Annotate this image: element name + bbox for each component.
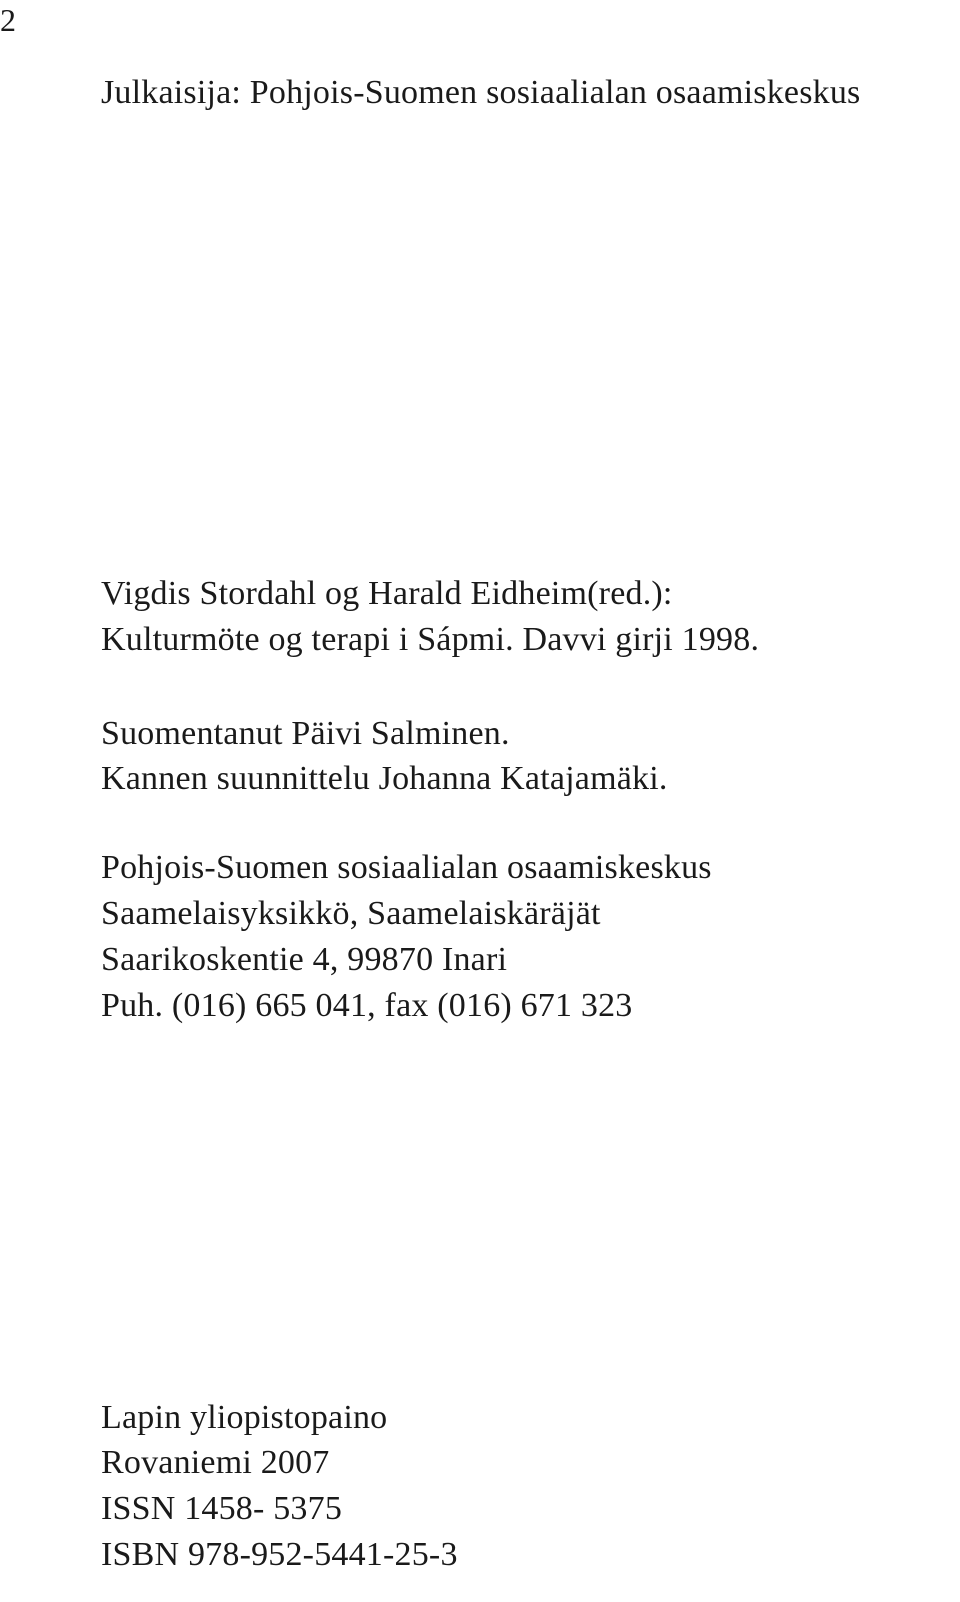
print-place-year: Rovaniemi 2007: [101, 1444, 330, 1481]
translator-credit: Suomentanut Päivi Salminen.: [101, 715, 510, 752]
printer-name: Lapin yliopistopaino: [101, 1399, 388, 1436]
address-street: Saarikoskentie 4, 99870 Inari: [101, 941, 508, 978]
issn-number: ISSN 1458- 5375: [101, 1490, 343, 1527]
address-organization: Pohjois-Suomen sosiaalialan osaamiskeskus: [101, 849, 712, 886]
isbn-number: ISBN 978-952-5441-25-3: [101, 1536, 458, 1573]
citation-title: Kulturmöte og terapi i Sápmi. Davvi girji 1998.: [101, 621, 760, 658]
publisher-line: Julkaisija: Pohjois-Suomen sosiaalialan osaamiskeskus: [101, 74, 861, 111]
address-phone-fax: Puh. (016) 665 041, fax (016) 671 323: [101, 987, 633, 1024]
address-unit: Saamelaisyksikkö, Saamelaiskäräjät: [101, 895, 601, 932]
cover-design-credit: Kannen suunnittelu Johanna Katajamäki.: [101, 760, 668, 797]
citation-authors: Vigdis Stordahl og Harald Eidheim(red.):: [101, 575, 673, 612]
page-number: 2: [0, 2, 16, 38]
